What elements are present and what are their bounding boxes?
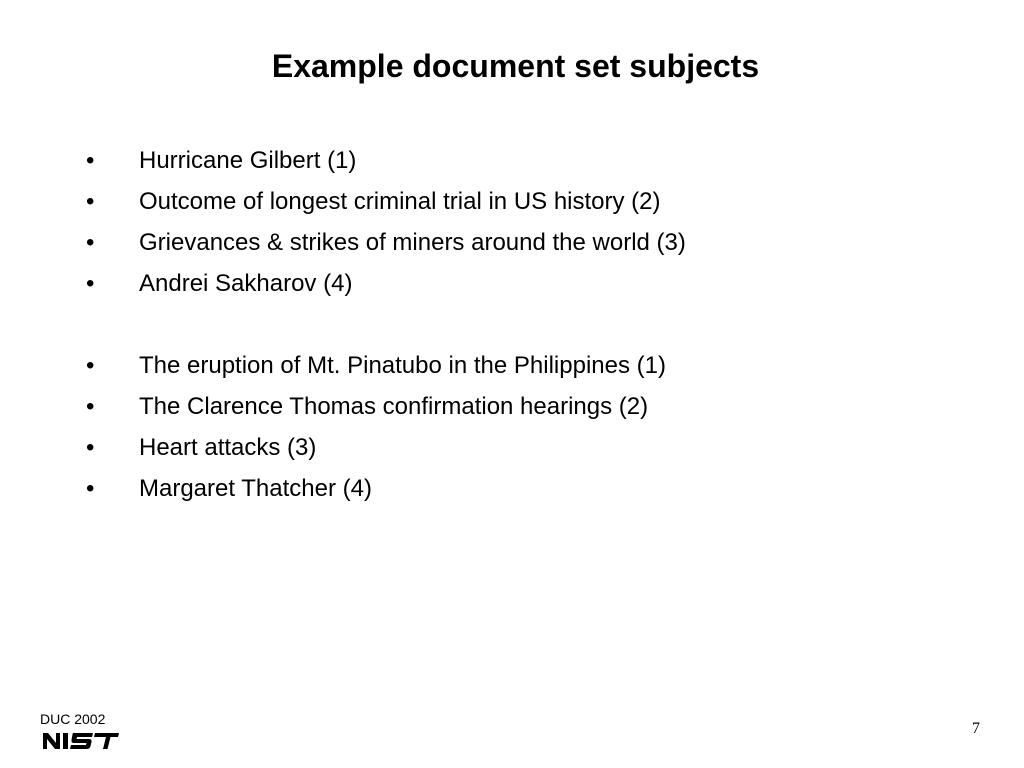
list-item-text: Grievances & strikes of miners around the world (3) [139,229,686,256]
bullet-icon: • [86,475,95,502]
bullet-icon: • [86,393,95,420]
nist-logo-icon [43,732,119,750]
list-item-text: Outcome of longest criminal trial in US history (2) [139,188,661,215]
slide-title: Example document set subjects [271,48,760,84]
list-item-text: The Clarence Thomas confirmation hearings (2) [139,393,649,420]
bullet-icon: • [86,270,95,297]
list-item [0,349,1024,383]
bullet-icon: • [86,229,95,256]
list-item [0,390,1024,424]
bullet-icon: • [86,434,95,461]
list-item-text: Andrei Sakharov (4) [139,270,353,297]
list-item [0,472,1024,506]
list-item [0,431,1024,465]
list-item [0,226,1024,260]
footer [40,710,130,750]
bullet-icon: • [86,188,95,215]
list-item [0,144,1024,178]
bullet-icon: • [86,147,95,174]
list-item-text: Hurricane Gilbert (1) [139,147,357,174]
list-item [0,185,1024,219]
bullet-icon: • [86,352,95,379]
list-item-text: Heart attacks (3) [139,434,317,461]
list-item [0,267,1024,301]
page-number: 7 [972,720,980,737]
footer-label: DUC 2002 [40,711,106,727]
list-item-text: Margaret Thatcher (4) [139,475,372,502]
list-item-text: The eruption of Mt. Pinatubo in the Philippines (1) [139,352,666,379]
